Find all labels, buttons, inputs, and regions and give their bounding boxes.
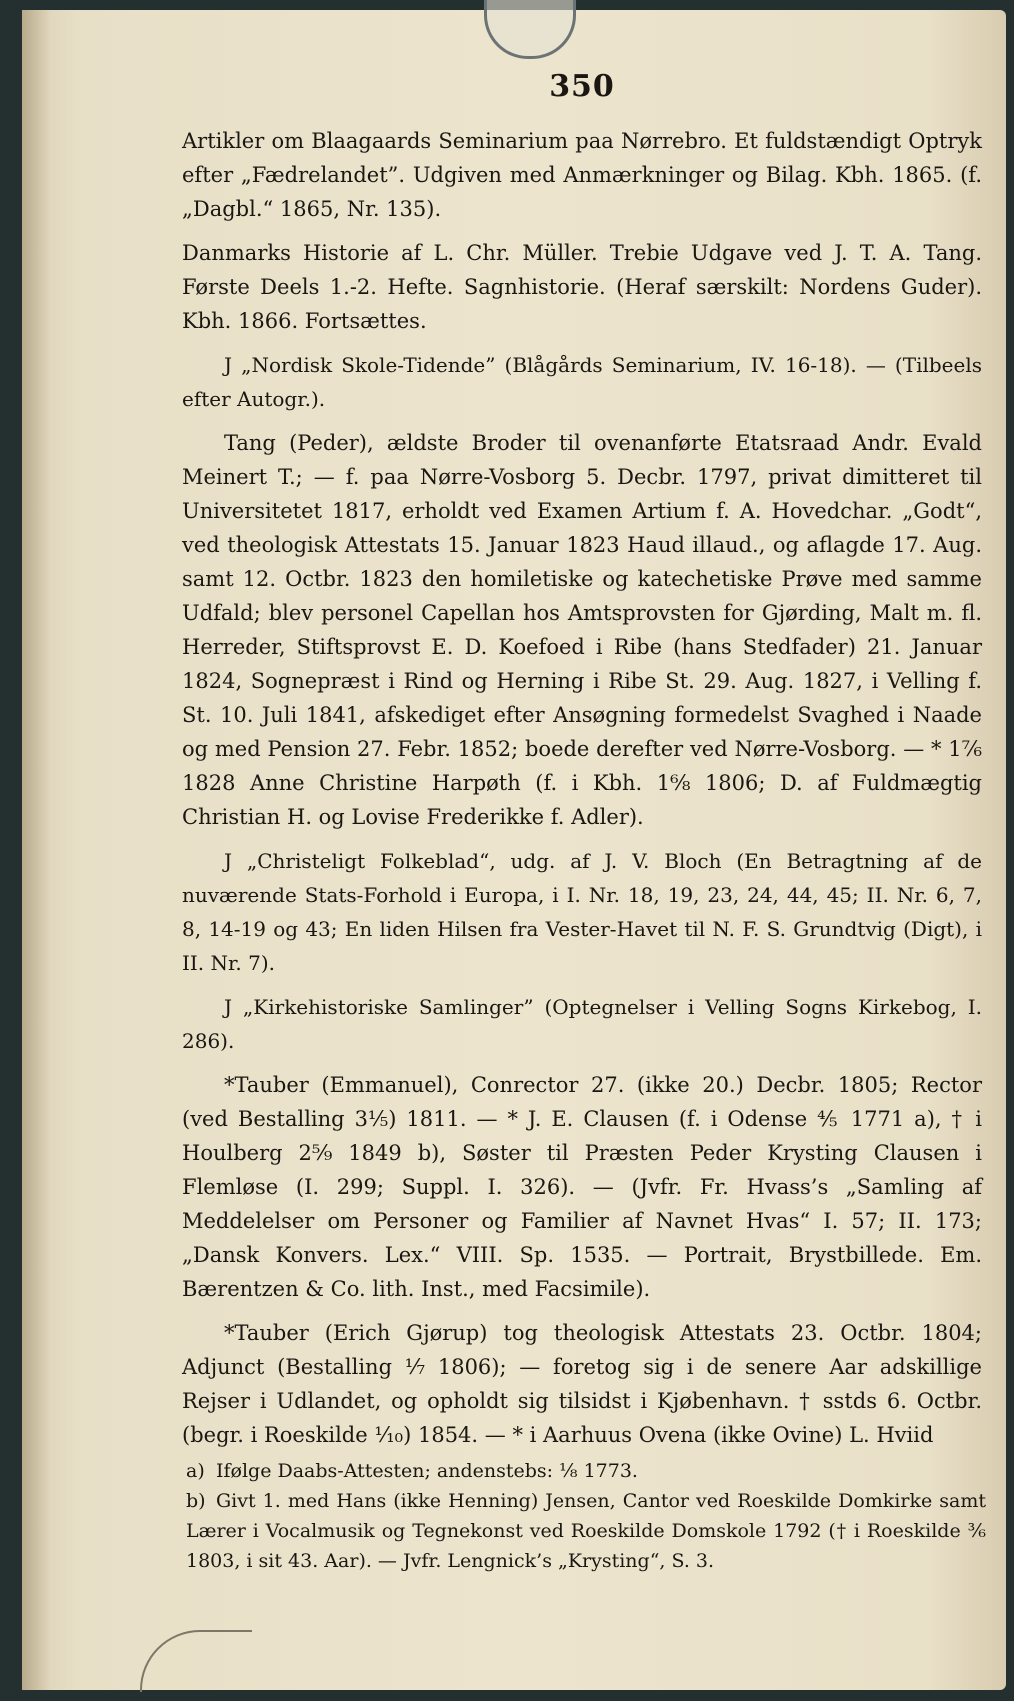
entry-tauber-erich: *Tauber (Erich Gjørup) tog theologisk Attestats 23. Octbr. 1804; Adjunct (Bestalling ¹⁄₇ 1806); — foretog sig i de senere Aar adskillige Rejser i Udlandet, og opholdt sig tilsidst i Kjøbenhavn. † sstds 6. Octbr. (begr. i Roeskilde ¹⁄₁₀) 1854. — * i Aarhuus Ovena (ikke Ovine) L. Hviid [182,1321,982,1447]
entry-kirkehistoriske-samlinger: J „Kirkehistoriske Samlinger” (Optegnelser i Velling Sogns Kirkebog, I. 286). [182,995,982,1053]
footnote-key: a) [186,1460,205,1482]
footnote-text: Ifølge Daabs-Attesten; andenstebs: ¹⁄₈ 1773. [216,1460,638,1482]
footnote-a [186,1456,986,1486]
footnotes [186,1456,986,1576]
entry-tauber-emmanuel: *Tauber (Emmanuel), Conrector 27. (ikke 20.) Decbr. 1805; Rector (ved Bestalling 3¹⁄₅) 1811. — * J. E. Clausen (f. i Odense ⅘ 1771 a), † i Houlberg 2⁵⁄₉ 1849 b), Søster til Præsten Peder Krysting Clausen i Flemløse (I. 299; Suppl. I. 326). — (Jvfr. Fr. Hvass’s „Samling af Meddelelser om Personer og Familier af Navnet Hvas“ I. 57; II. 173; „Dansk Konvers. Lex.“ VIII. Sp. 1535. — Portrait, Brystbillede. Em. Bærentzen & Co. lith. Inst., med Facsimile). [182,1073,982,1301]
page-gutter [22,10,52,1690]
page-number: 350 [549,69,615,104]
entry-tang-peder: Tang (Peder), ældste Broder til ovenanførte Etatsraad Andr. Evald Meinert T.; — f. paa Nørre-Vosborg 5. Decbr. 1797, privat dimitteret til Universitetet 1817, erholdt ved Examen Artium f. A. Hovedchar. „Godt“, ved theologisk Attestats 15. Januar 1823 Haud illaud., og aflagde 17. Aug. samt 12. Octbr. 1823 den homiletiske og katechetiske Prøve med samme Udfald; blev personel Capellan hos Amtsprovsten for Gjørding, Malt m. fl. Herreder, Stiftsprovst E. D. Koefoed i Ribe (hans Stedfader) 21. Januar 1824, Sognepræst i Rind og Herning i Ribe St. 29. Aug. 1827, i Velling f. St. 10. Juli 1841, afskediget efter Ansøgning formedelst Svaghed i Naade og med Pension 27. Febr. 1852; boede derefter ved Nørre-Vosborg. — * 1⁷⁄₆ 1828 Anne Christine Harpøth (f. i Kbh. 1⁶⁄₈ 1806; D. af Fuldmægtig Christian H. og Lovise Frederikke f. Adler). [182,431,982,829]
footnote-key: b) [186,1490,206,1512]
entry-blaagaards-articles: Artikler om Blaagaards Seminarium paa Nørrebro. Et fuldstændigt Optryk efter „Fædrelandet”. Udgiven med Anmærkninger og Bilag. Kbh. 1865. (f. „Dagbl.“ 1865, Nr. 135). [182,129,982,221]
entry-danmarks-historie: Danmarks Historie af L. Chr. Müller. Trebie Udgave ved J. T. A. Tang. Første Deels 1.-2. Hefte. Sagnhistorie. (Heraf særskilt: Nordens Guder). Kbh. 1866. Fortsættes. [182,241,982,333]
entry-christeligt-folkeblad: J „Christeligt Folkeblad“, udg. af J. V. Bloch (En Betragtning af de nuværende Stats-Forhold i Europa, i I. Nr. 18, 19, 23, 24, 44, 45; II. Nr. 6, 7, 8, 14-19 og 43; En liden Hilsen fra Vester-Havet til N. F. S. Grundtvig (Digt), i II. Nr. 7). [182,849,982,975]
footnote-text: Givt 1. med Hans (ikke Henning) Jensen, Cantor ved Roeskilde Domkirke samt Lærer i Vocalmusik og Tegnekonst ved Roeskilde Domskole 1792 († i Roeskilde ³⁄₆ 1803, i sit 43. Aar). — Jvfr. Lengnick’s „Krysting“, S. 3. [186,1490,986,1572]
page-content [182,70,982,1462]
entry-nordisk-skole-tidende: J „Nordisk Skole-Tidende” (Blågårds Seminarium, IV. 16-18). — (Tilbeels efter Autogr.). [182,353,982,411]
footnote-b [186,1486,986,1576]
